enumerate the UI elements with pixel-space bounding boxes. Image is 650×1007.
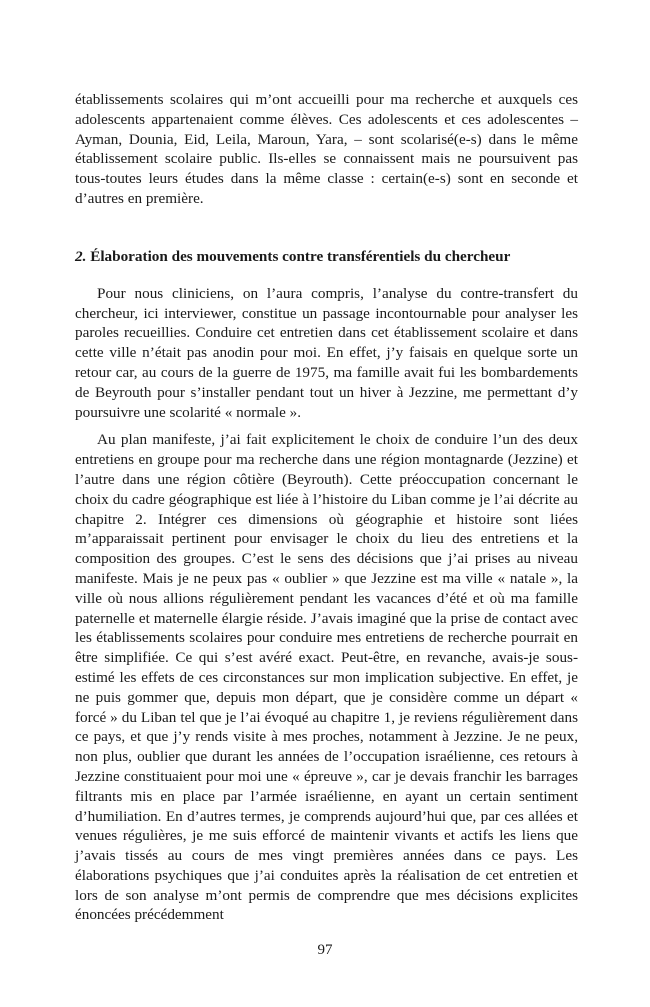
intro-paragraph: établissements scolaires qui m’ont accueilli pour ma recherche et auxquels ces adolescents appartenaient comme élèves. Ces adolescents et ces adolescentes – Ayman, Dounia, Eid, Leila, Maroun, Yara, – sont scolarisé(e-s) dans le même établissement scolaire public. Ils-elles se connaissent mais ne poursuivent pas tous-toutes leurs études dans la même classe : certain(e-s) sont en seconde et d’autres en première. (75, 91, 578, 207)
section-title: Élaboration des mouvements contre transférentiels du chercheur (90, 247, 511, 265)
paragraph-1: Pour nous cliniciens, on l’aura compris, l’analyse du contre-transfert du chercheur, ici interviewer, constitue un passage incontournable pour analyser les paroles recueillies. Conduire cet entretien dans cet établissement scolaire et dans cette ville n’était pas anodin pour moi. En effet, j’y faisais en quelque sorte un retour car, au cours de la guerre de 1975, ma famille avait fui les bombardements de Beyrouth pour s’installer pendant tout un hiver à Jezzine, me permettant d’y poursuivre une scolarité « normale ». (75, 284, 578, 421)
section-heading (75, 247, 578, 267)
paragraph-gap (75, 422, 578, 430)
page-number: 97 (317, 942, 333, 958)
page-body (75, 90, 578, 925)
section-number: 2. (75, 247, 87, 265)
paragraph-2: Au plan manifeste, j’ai fait explicitement le choix de conduire l’un des deux entretiens en groupe pour ma recherche dans une région montagnarde (Jezzine) et l’autre dans une région côtière (Beyrouth). Cette préoccupation concernant le choix du cadre géographique est liée à l’histoire du Liban comme je l’ai décrite au chapitre 2. Intégrer ces dimensions où géographie et histoire sont liées m’apparaissait pertinent pour envisager le choix du lieu des entretiens et la composition des groupes. C’est le sens des décisions que j’ai prises au niveau manifeste. Mais je ne peux pas « oublier » que Jezzine est ma ville « natale », la ville où nous allions régulièrement pendant les vacances d’été et où ma famille paternelle et maternelle élargie réside. J’avais imaginé que la prise de contact avec les établissements scolaires pour conduire mes entretiens de recherche pourrait en être simplifiée. Ce qui s’est avéré exact. Peut-être, en revanche, avais-je sous-estimé les effets de ces circonstances sur mon implication subjective. En effet, je ne puis gommer que, depuis mon départ, que je considère comme un départ « forcé » du Liban tel que je l’ai évoqué au chapitre 1, je reviens régulièrement dans ce pays, et que j’y rends visite à mes proches, notamment à Jezzine. Je ne peux, non plus, oublier que durant les années de l’occupation israélienne, ces retours à Jezzine constituaient pour moi une « épreuve », car je devais franchir les barrages filtrants mis en place par l’armée israélienne, en ayant un certain sentiment d’humiliation. En d’autres termes, je comprends aujourd’hui que, par ces allées et venues régulières, je me suis efforcé de maintenir vivants et actifs les liens que j’avais tissés au cours de mes vingt premières années dans ce pays. Les élaborations psychiques que j’ai conduites après la réalisation de cet entretien et lors de son analyse m’ont permis de comprendre que mes décisions explicites énoncées précédemment (75, 431, 578, 924)
